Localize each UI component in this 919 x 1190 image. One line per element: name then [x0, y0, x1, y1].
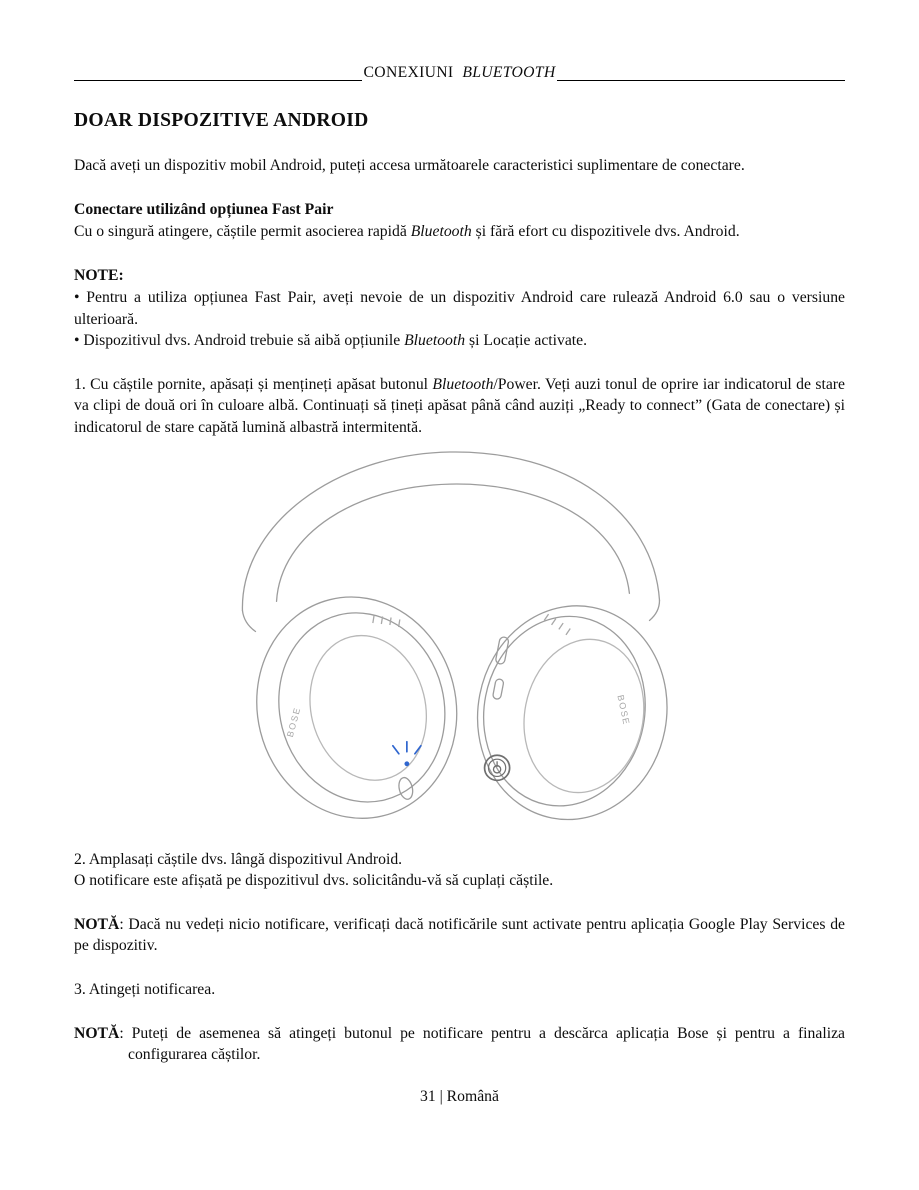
step-1-paragraph [74, 374, 845, 439]
left-cup-shell [234, 575, 480, 839]
notes-heading: NOTE: [74, 267, 124, 285]
note-2-text: : Puteți de asemenea să atingeți butonul pe notificare pentru a descărca aplicația Bose și pentru a finaliza configurarea căștilor. [119, 1024, 845, 1064]
step-2-subtext: O notificare este afișată pe dispozitivul dvs. solicitându-vă să cuplați căștile. [74, 872, 554, 890]
step-1-pre: 1. Cu căștile pornite, apăsați și mențineți apăsat butonul [74, 375, 433, 393]
note-2-paragraph [74, 1023, 845, 1066]
note-item-1: • Pentru a utiliza opțiunea Fast Pair, aveți nevoie de un dispozitiv Android care rulează Android 6.0 sau o versiune ulterioară. [74, 288, 845, 328]
headband-inner [276, 484, 629, 601]
bluetooth-word: Bluetooth [410, 222, 472, 240]
header-title [362, 62, 558, 84]
fastpair-body-pre: Cu o singură atingere, căștile permit asocierea rapidă [74, 222, 411, 240]
header-topic-label: BLUETOOTH [462, 64, 556, 82]
note-1-paragraph [74, 914, 845, 957]
bose-logo-text-right: BOSE [614, 693, 632, 726]
note-1-label: NOTĂ [74, 915, 120, 933]
fastpair-body-post: și fără efort cu dispozitivele dvs. Android. [471, 222, 740, 240]
fastpair-body [74, 221, 845, 243]
page-header [74, 62, 845, 84]
page-title: DOAR DISPOZITIVE ANDROID [74, 110, 369, 131]
note-item-2-post: și Locație activate. [465, 332, 588, 350]
headband-left-end [242, 610, 255, 631]
note-1-text: : Dacă nu vedeți nicio notificare, verificați dacă notificările sunt activate pentru aplicația Google Play Services de pe dispozitiv. [74, 915, 845, 955]
step-2-paragraph: 2. Amplasați căștile dvs. lângă dispozitivul Android. [74, 850, 403, 868]
note-item-2 [74, 330, 845, 352]
header-section-label: CONEXIUNI [363, 64, 454, 82]
step-3-paragraph: 3. Atingeți notificarea. [74, 980, 216, 998]
headphones-line-drawing [234, 445, 686, 841]
page-number: 31 | Română [420, 1088, 499, 1106]
status-dot [404, 761, 409, 766]
intro-paragraph: Dacă aveți un dispozitiv mobil Android, puteți accesa următoarele caracteristici suplimentare de conectare. [74, 156, 745, 174]
note-item-2-pre: • Dispozitivul dvs. Android trebuie să aibă opțiunile [74, 332, 405, 350]
header-rule-right [557, 80, 845, 81]
left-ear-cup [234, 575, 480, 839]
right-cup-shell [459, 589, 685, 836]
fastpair-heading: Conectare utilizând opțiunea Fast Pair [74, 201, 334, 219]
headphones-illustration [234, 445, 686, 841]
bose-logo-text-left: BOSE [284, 705, 303, 738]
header-rule-left [74, 80, 362, 81]
step-1-post: /Power. Veți auzi tonul de oprire iar indicatorul de stare va clipi de două ori în culoare albă. Continuați să țineți apăsat până când auziți „Ready to connect” (Gata de conectare) și indicatorul de stare capătă lumină albastră intermitentă. [74, 375, 845, 436]
bluetooth-word: Bluetooth [432, 375, 494, 393]
right-ear-cup [459, 589, 685, 836]
headband-right-end [649, 600, 659, 620]
note-2-label: NOTĂ [74, 1024, 120, 1042]
bluetooth-word: Bluetooth [404, 332, 466, 350]
page-footer [0, 1086, 919, 1108]
